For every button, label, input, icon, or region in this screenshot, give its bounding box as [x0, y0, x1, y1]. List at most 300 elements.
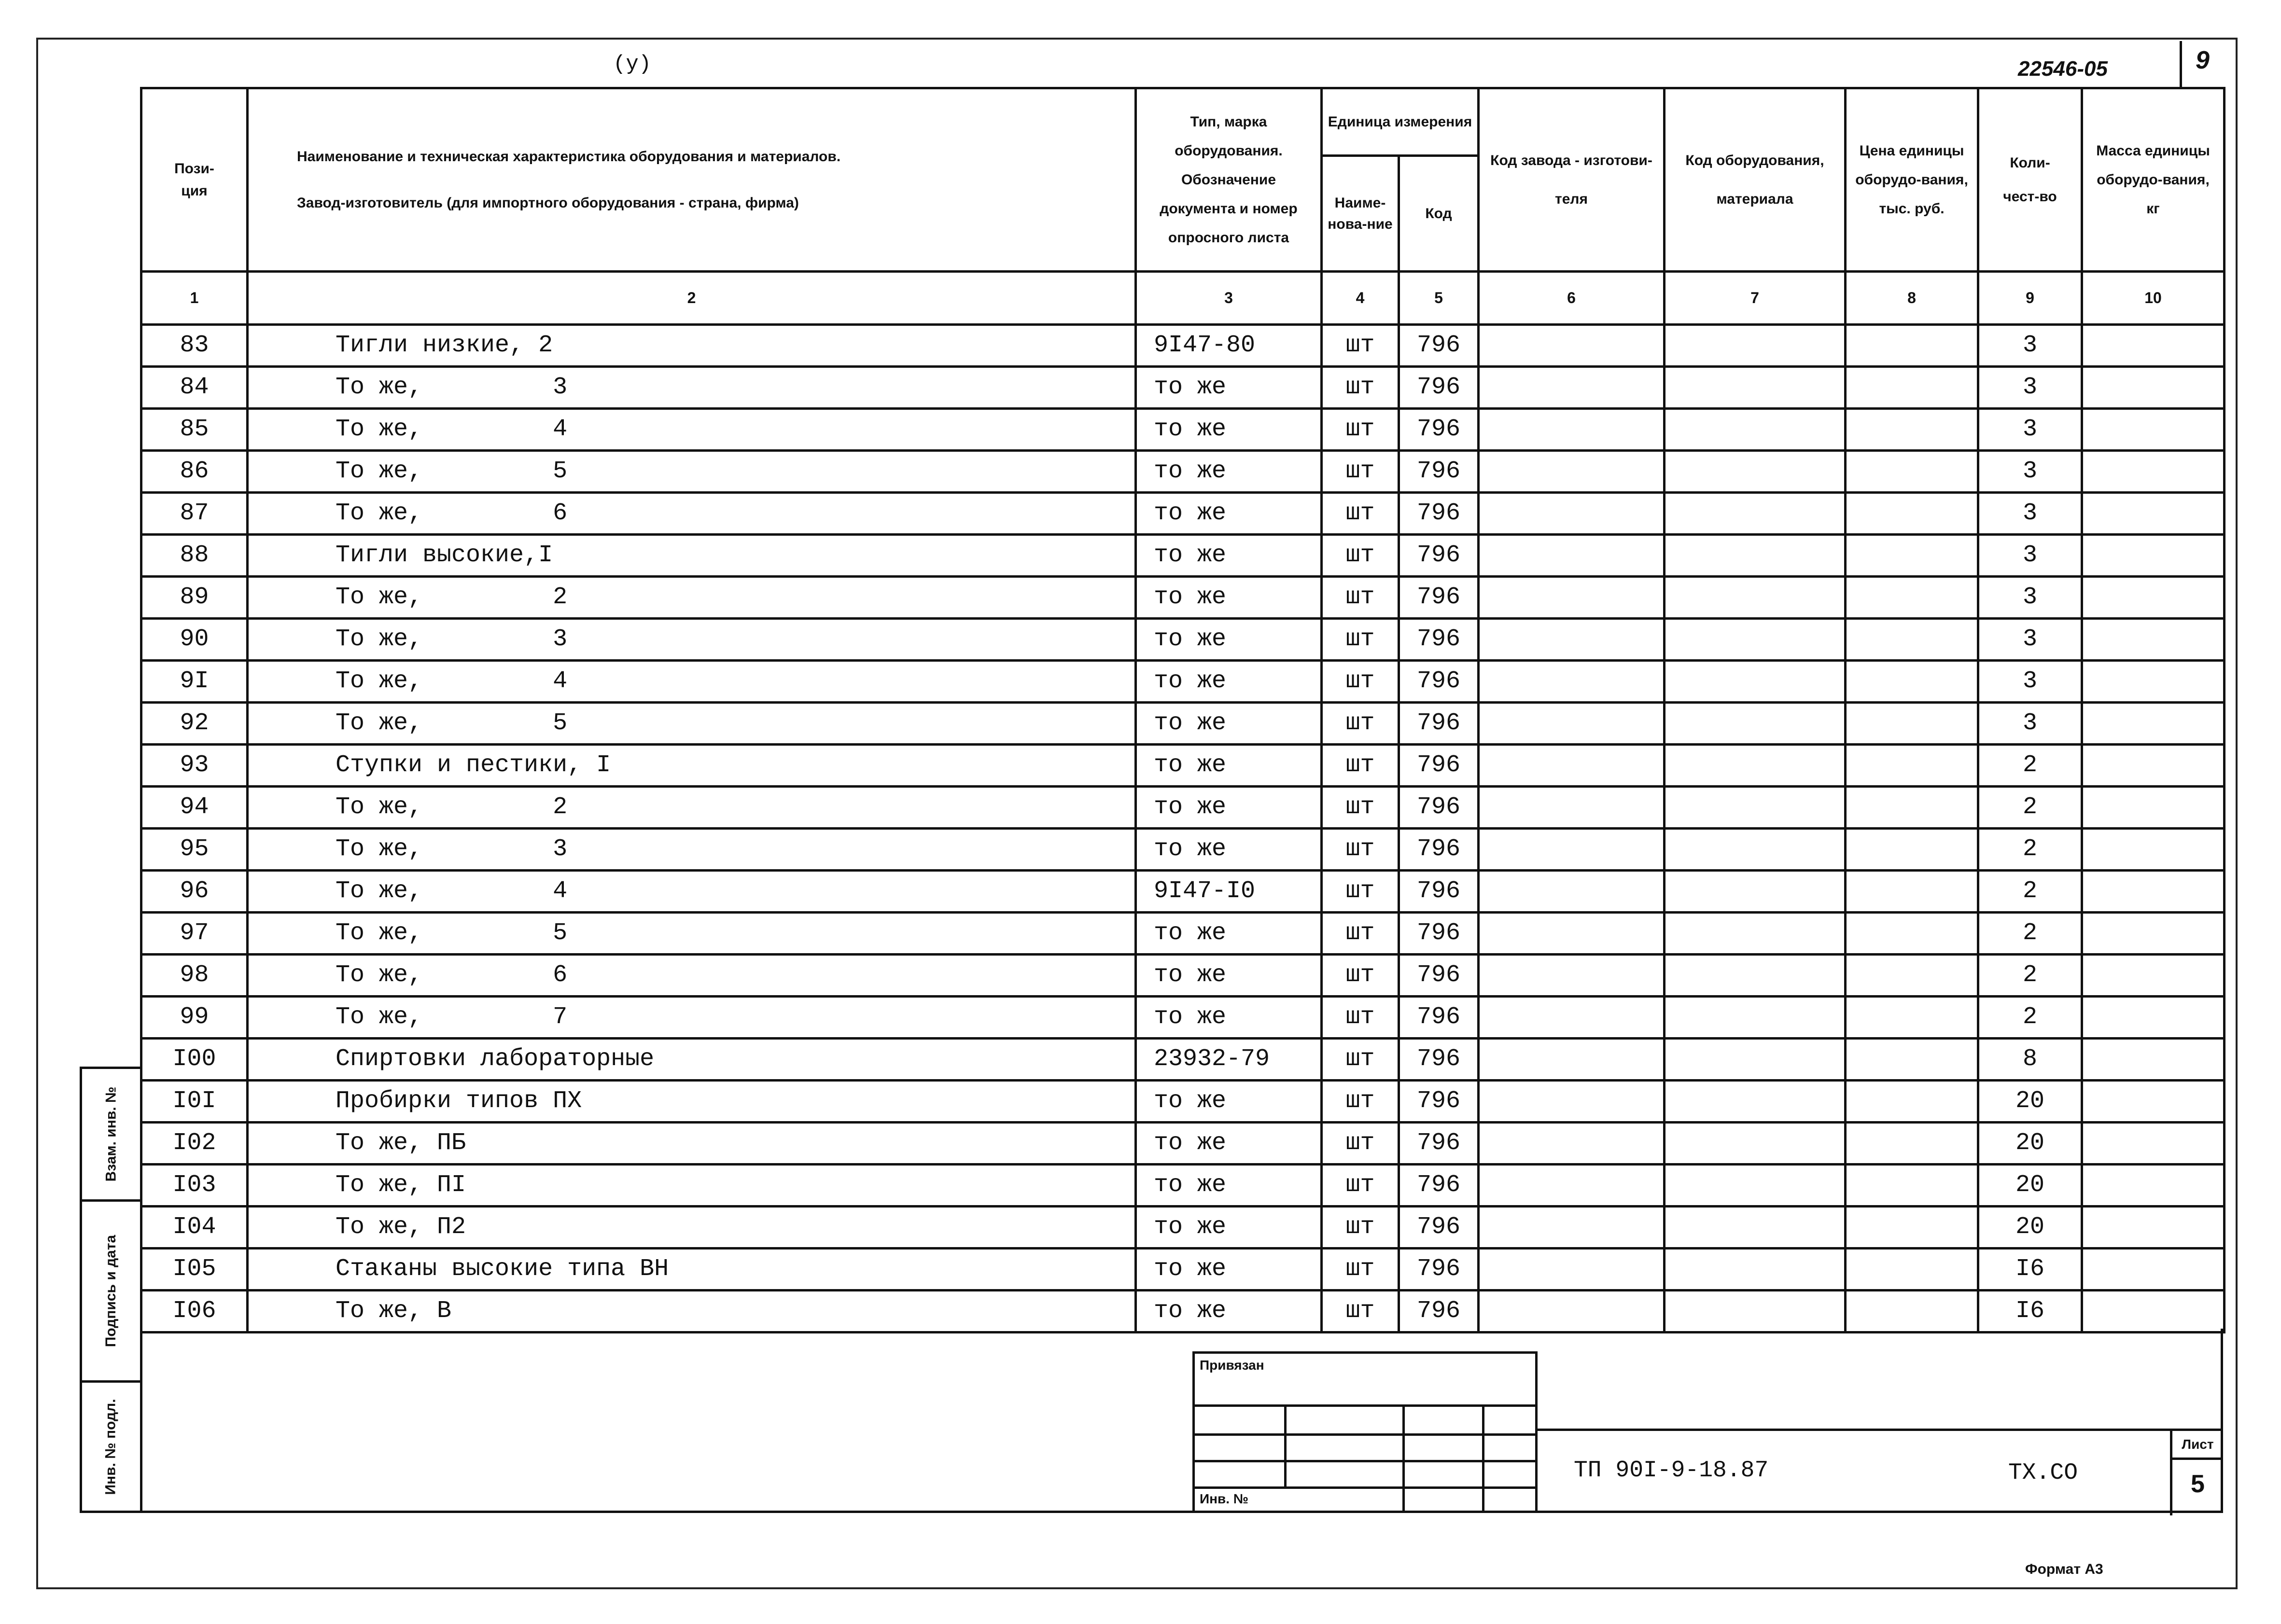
position-cell: 83: [141, 325, 248, 367]
table-row: [141, 619, 2225, 661]
unit-code-cell: 796: [1399, 1249, 1479, 1291]
sheet-label: Лист: [2172, 1431, 2223, 1460]
unit-code-cell: 796: [1399, 577, 1479, 619]
name-cell: Тигли высокие,I: [248, 535, 1136, 577]
price-cell: [1846, 871, 1978, 913]
unit-name-cell: шт: [1322, 997, 1399, 1039]
unit-name-cell: шт: [1322, 913, 1399, 955]
table-row: [141, 1081, 2225, 1123]
unit-code-cell: 796: [1399, 955, 1479, 997]
mass-cell: [2082, 661, 2225, 703]
header-unit-code: Код: [1399, 156, 1479, 272]
unit-name-cell: шт: [1322, 1039, 1399, 1081]
unit-code-cell: 796: [1399, 997, 1479, 1039]
name-cell: Стаканы высокие типа ВН: [248, 1249, 1136, 1291]
table-row: [141, 913, 2225, 955]
equipment-code-cell: [1665, 1039, 1846, 1081]
unit-code-cell: 796: [1399, 493, 1479, 535]
header-name: Наименование и техническая характеристика оборудования и материалов. Завод-изготовитель (для импортного оборудования - страна, фирма): [248, 88, 1136, 272]
position-cell: 87: [141, 493, 248, 535]
equipment-code-cell: [1665, 451, 1846, 493]
unit-name-cell: шт: [1322, 535, 1399, 577]
header-type: Тип, марка оборудования. Обозначение документа и номер опросного листа: [1136, 88, 1322, 272]
table-row: [141, 745, 2225, 787]
quantity-cell: 20: [1978, 1165, 2082, 1207]
column-number: 8: [1846, 272, 1978, 325]
price-cell: [1846, 619, 1978, 661]
unit-code-cell: 796: [1399, 1291, 1479, 1333]
unit-code-cell: 796: [1399, 409, 1479, 451]
header-unit-name: Наиме-нова-ние: [1322, 156, 1399, 272]
unit-name-cell: шт: [1322, 1123, 1399, 1165]
name-cell: Спиртовки лабораторные: [248, 1039, 1136, 1081]
quantity-cell: 8: [1978, 1039, 2082, 1081]
table-row: [141, 703, 2225, 745]
equipment-code-cell: [1665, 367, 1846, 409]
table-row: [141, 1207, 2225, 1249]
unit-code-cell: 796: [1399, 367, 1479, 409]
factory-code-cell: [1479, 409, 1665, 451]
side-label-original-inventory: Инв. № подл.: [103, 1398, 119, 1495]
header-equipment-code: Код оборудования, материала: [1665, 88, 1846, 272]
quantity-cell: 3: [1978, 661, 2082, 703]
header-mass: Масса единицы оборудо-вания, кг: [2082, 88, 2225, 272]
position-cell: 89: [141, 577, 248, 619]
equipment-code-cell: [1665, 955, 1846, 997]
document-cell: то же: [1136, 1207, 1322, 1249]
factory-code-cell: [1479, 1165, 1665, 1207]
column-number: 9: [1978, 272, 2082, 325]
price-cell: [1846, 703, 1978, 745]
table-row: [141, 367, 2225, 409]
factory-code-cell: [1479, 325, 1665, 367]
mass-cell: [2082, 829, 2225, 871]
document-cell: 9I47-80: [1136, 325, 1322, 367]
document-cell: то же: [1136, 1291, 1322, 1333]
document-cell: то же: [1136, 661, 1322, 703]
document-cell: то же: [1136, 1249, 1322, 1291]
equipment-code-cell: [1665, 745, 1846, 787]
page-mark-box: [2180, 41, 2223, 87]
price-cell: [1846, 493, 1978, 535]
quantity-cell: I6: [1978, 1249, 2082, 1291]
column-number: 6: [1479, 272, 1665, 325]
price-cell: [1846, 1165, 1978, 1207]
name-cell: То же, 4: [248, 871, 1136, 913]
inventory-number-label: Инв. №: [1200, 1491, 1249, 1506]
mass-cell: [2082, 955, 2225, 997]
unit-code-cell: 796: [1399, 703, 1479, 745]
factory-code-cell: [1479, 1123, 1665, 1165]
unit-name-cell: шт: [1322, 1249, 1399, 1291]
unit-name-cell: шт: [1322, 871, 1399, 913]
equipment-code-cell: [1665, 829, 1846, 871]
document-cell: то же: [1136, 997, 1322, 1039]
position-cell: 86: [141, 451, 248, 493]
mass-cell: [2082, 619, 2225, 661]
unit-name-cell: шт: [1322, 493, 1399, 535]
position-cell: I00: [141, 1039, 248, 1081]
table-row: [141, 661, 2225, 703]
sheet-number: 5: [2191, 1470, 2205, 1498]
factory-code-cell: [1479, 577, 1665, 619]
factory-code-cell: [1479, 829, 1665, 871]
format-label: Формат А3: [2025, 1561, 2103, 1577]
position-cell: 93: [141, 745, 248, 787]
header-price: Цена единицы оборудо-вания, тыс. руб.: [1846, 88, 1978, 272]
table-row: [141, 325, 2225, 367]
factory-code-cell: [1479, 997, 1665, 1039]
unit-code-cell: 796: [1399, 1207, 1479, 1249]
unit-name-cell: шт: [1322, 703, 1399, 745]
table-row: [141, 493, 2225, 535]
quantity-cell: 2: [1978, 913, 2082, 955]
equipment-code-cell: [1665, 619, 1846, 661]
factory-code-cell: [1479, 367, 1665, 409]
quantity-cell: 3: [1978, 703, 2082, 745]
factory-code-cell: [1479, 745, 1665, 787]
price-cell: [1846, 409, 1978, 451]
price-cell: [1846, 451, 1978, 493]
price-cell: [1846, 661, 1978, 703]
attachment-label: Привязан: [1200, 1358, 1264, 1373]
name-cell: То же, 5: [248, 703, 1136, 745]
table-row: [141, 1123, 2225, 1165]
name-cell: То же, 5: [248, 913, 1136, 955]
column-number-row: [141, 272, 2225, 325]
name-cell: То же, 5: [248, 451, 1136, 493]
name-cell: То же, 3: [248, 829, 1136, 871]
equipment-code-cell: [1665, 1081, 1846, 1123]
document-cell: 9I47-I0: [1136, 871, 1322, 913]
position-cell: I02: [141, 1123, 248, 1165]
quantity-cell: 20: [1978, 1123, 2082, 1165]
equipment-code-cell: [1665, 493, 1846, 535]
table-row: [141, 1039, 2225, 1081]
document-cell: то же: [1136, 955, 1322, 997]
factory-code-cell: [1479, 871, 1665, 913]
equipment-code-cell: [1665, 577, 1846, 619]
table-row: [141, 1165, 2225, 1207]
price-cell: [1846, 745, 1978, 787]
unit-name-cell: шт: [1322, 577, 1399, 619]
document-cell: то же: [1136, 1165, 1322, 1207]
position-cell: 98: [141, 955, 248, 997]
document-cell: то же: [1136, 787, 1322, 829]
price-cell: [1846, 1039, 1978, 1081]
position-cell: 99: [141, 997, 248, 1039]
table-row: [141, 1249, 2225, 1291]
mass-cell: [2082, 409, 2225, 451]
mass-cell: [2082, 451, 2225, 493]
factory-code-cell: [1479, 913, 1665, 955]
mass-cell: [2082, 535, 2225, 577]
page-mark: 9: [2196, 46, 2210, 74]
table-row: [141, 871, 2225, 913]
column-number: 3: [1136, 272, 1322, 325]
price-cell: [1846, 535, 1978, 577]
factory-code-cell: [1479, 1291, 1665, 1333]
mass-cell: [2082, 1165, 2225, 1207]
name-cell: То же, 3: [248, 619, 1136, 661]
document-cell: то же: [1136, 745, 1322, 787]
document-cell: то же: [1136, 577, 1322, 619]
name-cell: То же, В: [248, 1291, 1136, 1333]
quantity-cell: 3: [1978, 367, 2082, 409]
mass-cell: [2082, 703, 2225, 745]
table-row: [141, 829, 2225, 871]
unit-name-cell: шт: [1322, 661, 1399, 703]
quantity-cell: 3: [1978, 325, 2082, 367]
name-cell: То же, ПI: [248, 1165, 1136, 1207]
price-cell: [1846, 997, 1978, 1039]
position-cell: I0I: [141, 1081, 248, 1123]
document-cell: то же: [1136, 535, 1322, 577]
document-cell: то же: [1136, 367, 1322, 409]
quantity-cell: 3: [1978, 451, 2082, 493]
unit-name-cell: шт: [1322, 1291, 1399, 1333]
position-cell: 85: [141, 409, 248, 451]
factory-code-cell: [1479, 1081, 1665, 1123]
position-cell: I03: [141, 1165, 248, 1207]
top-label: (у): [613, 52, 652, 76]
unit-name-cell: шт: [1322, 1081, 1399, 1123]
header-factory-code: Код завода - изготови-теля: [1479, 88, 1665, 272]
table-row: [141, 997, 2225, 1039]
equipment-code-cell: [1665, 325, 1846, 367]
mass-cell: [2082, 787, 2225, 829]
equipment-code-cell: [1665, 703, 1846, 745]
quantity-cell: 2: [1978, 955, 2082, 997]
mass-cell: [2082, 325, 2225, 367]
position-cell: 9I: [141, 661, 248, 703]
position-cell: I04: [141, 1207, 248, 1249]
document-cell: то же: [1136, 829, 1322, 871]
name-cell: То же, 4: [248, 661, 1136, 703]
quantity-cell: 3: [1978, 577, 2082, 619]
price-cell: [1846, 829, 1978, 871]
specification-table: [140, 87, 2225, 1333]
position-cell: 96: [141, 871, 248, 913]
column-number: 7: [1665, 272, 1846, 325]
header-position: Пози- ция: [141, 88, 248, 272]
factory-code-cell: [1479, 1039, 1665, 1081]
section-code: ТХ.СО: [2008, 1460, 2078, 1486]
price-cell: [1846, 1123, 1978, 1165]
price-cell: [1846, 577, 1978, 619]
unit-code-cell: 796: [1399, 829, 1479, 871]
document-cell: то же: [1136, 451, 1322, 493]
document-cell: то же: [1136, 703, 1322, 745]
project-code: ТП 90I-9-18.87: [1574, 1457, 1769, 1484]
equipment-code-cell: [1665, 661, 1846, 703]
unit-code-cell: 796: [1399, 871, 1479, 913]
quantity-cell: 3: [1978, 409, 2082, 451]
equipment-code-cell: [1665, 997, 1846, 1039]
mass-cell: [2082, 493, 2225, 535]
factory-code-cell: [1479, 703, 1665, 745]
unit-name-cell: шт: [1322, 829, 1399, 871]
position-cell: 84: [141, 367, 248, 409]
document-cell: то же: [1136, 1081, 1322, 1123]
unit-name-cell: шт: [1322, 409, 1399, 451]
unit-name-cell: шт: [1322, 745, 1399, 787]
name-cell: То же, 3: [248, 367, 1136, 409]
name-cell: То же, 6: [248, 493, 1136, 535]
equipment-code-cell: [1665, 409, 1846, 451]
factory-code-cell: [1479, 1207, 1665, 1249]
name-cell: То же, ПБ: [248, 1123, 1136, 1165]
unit-name-cell: шт: [1322, 325, 1399, 367]
quantity-cell: 20: [1978, 1081, 2082, 1123]
quantity-cell: 3: [1978, 493, 2082, 535]
quantity-cell: 3: [1978, 619, 2082, 661]
quantity-cell: 2: [1978, 829, 2082, 871]
price-cell: [1846, 325, 1978, 367]
mass-cell: [2082, 913, 2225, 955]
equipment-code-cell: [1665, 535, 1846, 577]
column-number: 2: [248, 272, 1136, 325]
unit-name-cell: шт: [1322, 451, 1399, 493]
price-cell: [1846, 1291, 1978, 1333]
mass-cell: [2082, 871, 2225, 913]
equipment-code-cell: [1665, 1291, 1846, 1333]
name-cell: Пробирки типов ПХ: [248, 1081, 1136, 1123]
equipment-code-cell: [1665, 1123, 1846, 1165]
price-cell: [1846, 913, 1978, 955]
position-cell: I06: [141, 1291, 248, 1333]
document-cell: то же: [1136, 493, 1322, 535]
mass-cell: [2082, 367, 2225, 409]
factory-code-cell: [1479, 955, 1665, 997]
table-row: [141, 787, 2225, 829]
name-cell: То же, 2: [248, 577, 1136, 619]
column-number: 5: [1399, 272, 1479, 325]
unit-code-cell: 796: [1399, 787, 1479, 829]
table-row: [141, 1291, 2225, 1333]
factory-code-cell: [1479, 493, 1665, 535]
mass-cell: [2082, 1081, 2225, 1123]
unit-name-cell: шт: [1322, 367, 1399, 409]
unit-code-cell: 796: [1399, 913, 1479, 955]
unit-name-cell: шт: [1322, 955, 1399, 997]
document-cell: то же: [1136, 1123, 1322, 1165]
document-cell: то же: [1136, 913, 1322, 955]
table-row: [141, 535, 2225, 577]
unit-code-cell: 796: [1399, 661, 1479, 703]
mass-cell: [2082, 1039, 2225, 1081]
unit-code-cell: 796: [1399, 535, 1479, 577]
unit-code-cell: 796: [1399, 1039, 1479, 1081]
position-cell: 97: [141, 913, 248, 955]
unit-code-cell: 796: [1399, 451, 1479, 493]
equipment-code-cell: [1665, 1249, 1846, 1291]
equipment-code-cell: [1665, 913, 1846, 955]
column-number: 1: [141, 272, 248, 325]
quantity-cell: I6: [1978, 1291, 2082, 1333]
unit-code-cell: 796: [1399, 1081, 1479, 1123]
quantity-cell: 2: [1978, 745, 2082, 787]
price-cell: [1846, 1249, 1978, 1291]
header-quantity: Коли-чест-во: [1978, 88, 2082, 272]
price-cell: [1846, 955, 1978, 997]
document-cell: то же: [1136, 619, 1322, 661]
side-box-replacement: [80, 1067, 142, 1202]
quantity-cell: 2: [1978, 871, 2082, 913]
side-box-signature: [80, 1199, 142, 1383]
document-cell: то же: [1136, 409, 1322, 451]
price-cell: [1846, 1081, 1978, 1123]
unit-name-cell: шт: [1322, 1207, 1399, 1249]
position-cell: 92: [141, 703, 248, 745]
mass-cell: [2082, 1249, 2225, 1291]
document-number: 22546-05: [2018, 57, 2108, 81]
name-cell: То же, 7: [248, 997, 1136, 1039]
unit-name-cell: шт: [1322, 1165, 1399, 1207]
factory-code-cell: [1479, 619, 1665, 661]
factory-code-cell: [1479, 1249, 1665, 1291]
mass-cell: [2082, 997, 2225, 1039]
name-cell: То же, П2: [248, 1207, 1136, 1249]
column-number: 4: [1322, 272, 1399, 325]
mass-cell: [2082, 745, 2225, 787]
price-cell: [1846, 787, 1978, 829]
header-unit-group: Единица измерения: [1322, 88, 1479, 156]
unit-name-cell: шт: [1322, 619, 1399, 661]
table-body: [141, 325, 2225, 1333]
price-cell: [1846, 367, 1978, 409]
quantity-cell: 2: [1978, 997, 2082, 1039]
factory-code-cell: [1479, 535, 1665, 577]
unit-code-cell: 796: [1399, 325, 1479, 367]
factory-code-cell: [1479, 661, 1665, 703]
mass-cell: [2082, 577, 2225, 619]
document-cell: 23932-79: [1136, 1039, 1322, 1081]
position-cell: 95: [141, 829, 248, 871]
mass-cell: [2082, 1207, 2225, 1249]
equipment-code-cell: [1665, 787, 1846, 829]
unit-code-cell: 796: [1399, 1123, 1479, 1165]
unit-code-cell: 796: [1399, 1165, 1479, 1207]
name-cell: То же, 6: [248, 955, 1136, 997]
table-row: [141, 451, 2225, 493]
table-row: [141, 955, 2225, 997]
position-cell: 88: [141, 535, 248, 577]
quantity-cell: 2: [1978, 787, 2082, 829]
column-number: 10: [2082, 272, 2225, 325]
quantity-cell: 3: [1978, 535, 2082, 577]
equipment-code-cell: [1665, 1165, 1846, 1207]
attachment-stamp: [1192, 1351, 1538, 1513]
unit-name-cell: шт: [1322, 787, 1399, 829]
position-cell: 94: [141, 787, 248, 829]
table-row: [141, 577, 2225, 619]
factory-code-cell: [1479, 787, 1665, 829]
sheet-number-box: [2170, 1431, 2223, 1515]
table-row: [141, 409, 2225, 451]
factory-code-cell: [1479, 451, 1665, 493]
unit-code-cell: 796: [1399, 745, 1479, 787]
title-block: [1535, 1429, 2223, 1513]
name-cell: Ступки и пестики, I: [248, 745, 1136, 787]
side-label-replacement: Взам. инв. №: [103, 1086, 119, 1182]
equipment-code-cell: [1665, 1207, 1846, 1249]
name-cell: То же, 4: [248, 409, 1136, 451]
quantity-cell: 20: [1978, 1207, 2082, 1249]
name-cell: Тигли низкие, 2: [248, 325, 1136, 367]
price-cell: [1846, 1207, 1978, 1249]
position-cell: 90: [141, 619, 248, 661]
